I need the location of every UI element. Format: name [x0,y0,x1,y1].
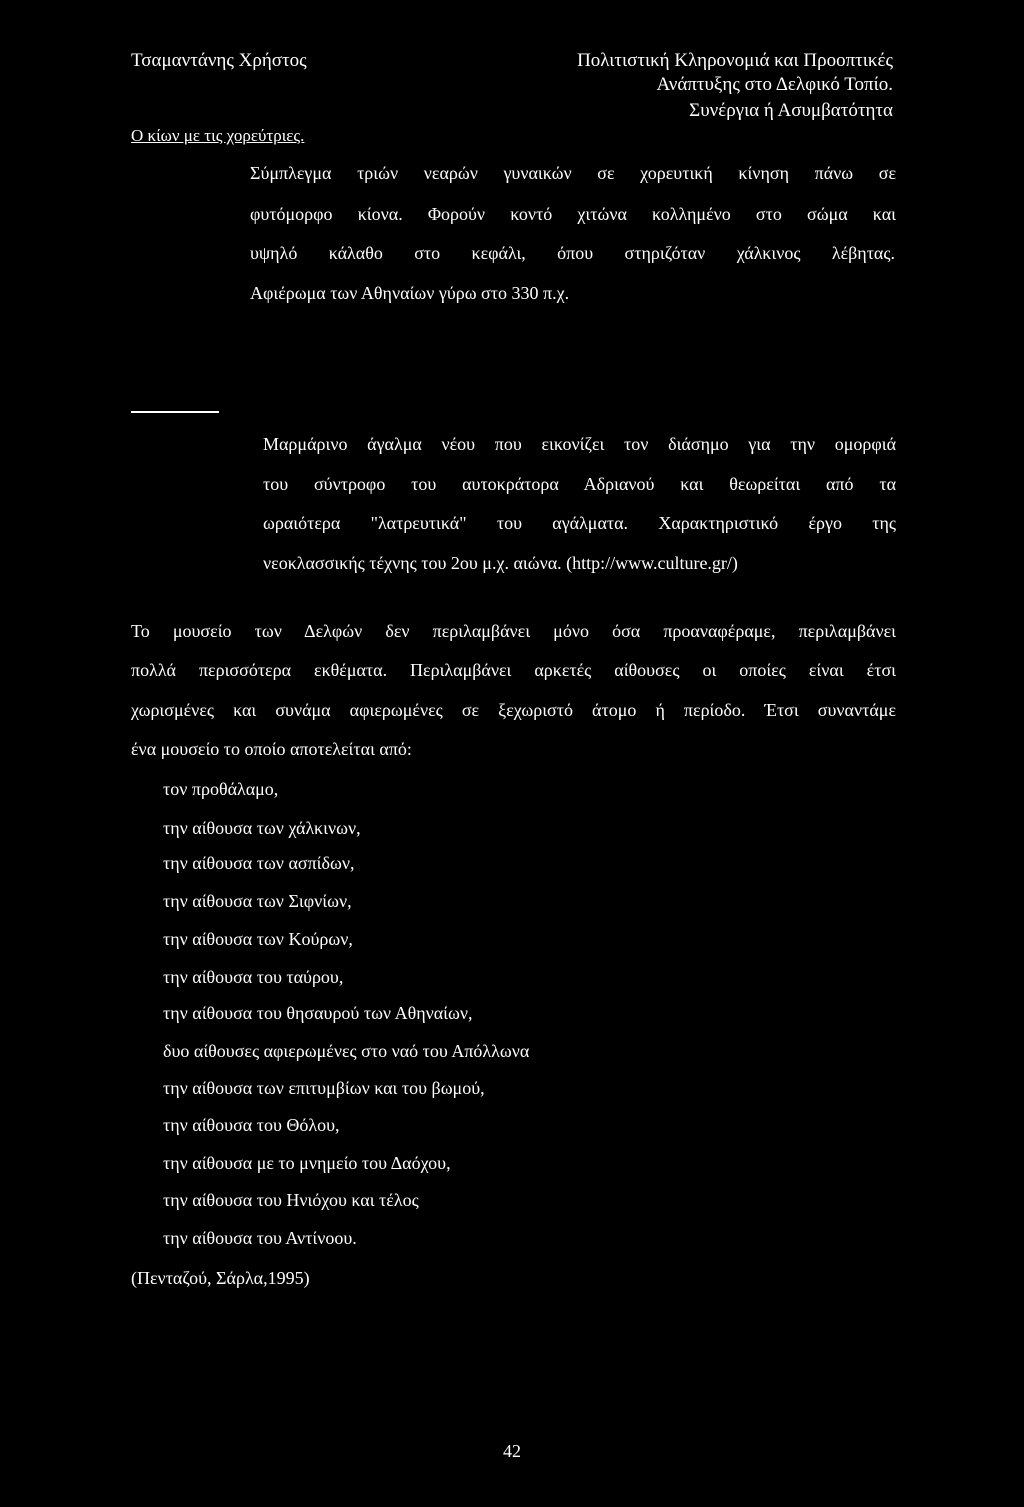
footnote-separator [131,411,219,413]
room-list-item: την αίθουσα του ταύρου, [163,967,344,987]
caption2-line: ωραιότερα "λατρευτικά" του αγάλματα. Χαρακτηριστικό έργο της [263,513,896,533]
room-list-item: την αίθουσα των χάλκινων, [163,818,361,838]
body-line: χωρισμένες και συνάμα αφιερωμένες σε ξεχωριστό άτομο ή περίοδο. Έτσι συναντάμε [131,700,896,720]
room-list-item: την αίθουσα των επιτυμβίων και του βωμού, [163,1078,485,1098]
room-list-item: την αίθουσα του Ηνιόχου και τέλος [163,1190,419,1210]
header-author: Τσαμαντάνης Χρήστος [131,50,307,71]
body-line: πολλά περισσότερα εκθέματα. Περιλαμβάνει αρκετές αίθουσες οι οποίες είναι έτσι [131,660,896,680]
page-number: 42 [503,1441,521,1461]
citation: (Πενταζού, Σάρλα,1995) [131,1268,310,1288]
body-line: ένα μουσείο το οποίο αποτελείται από: [131,739,412,759]
room-list-item: την αίθουσα με το μνημείο του Δαόχου, [163,1153,451,1173]
room-list-item: την αίθουσα των Κούρων, [163,929,353,949]
caption1-line: φυτόμορφο κίονα. Φορούν κοντό χιτώνα κολλημένο στο σώμα και [250,204,896,224]
header-title-line-2: Ανάπτυξης στο Δελφικό Τοπίο. [656,74,893,95]
caption-title: Ο κίων με τις χορεύτριες. [131,126,305,145]
room-list-item: την αίθουσα του θησαυρού των Αθηναίων, [163,1003,473,1023]
room-list-item: την αίθουσα των ασπίδων, [163,853,355,873]
room-list-item: την αίθουσα του Αντίνοου. [163,1228,357,1248]
body-line: Το μουσείο των Δελφών δεν περιλαμβάνει μόνο όσα προαναφέραμε, περιλαμβάνει [131,621,896,641]
room-list-item: την αίθουσα των Σιφνίων, [163,891,352,911]
caption1-line: Σύμπλεγμα τριών νεαρών γυναικών σε χορευτική κίνηση πάνω σε [250,163,896,183]
room-list-item: την αίθουσα του Θόλου, [163,1115,340,1135]
header-title-line-1: Πολιτιστική Κληρονομιά και Προοπτικές [577,50,893,71]
caption2-line: νεοκλασσικής τέχνης του 2ου μ.χ. αιώνα. (http://www.culture.gr/) [263,553,738,573]
caption1-line: υψηλό κάλαθο στο κεφάλι, όπου στηριζόταν χάλκινος λέβητας. [250,243,895,263]
room-list-item: δυο αίθουσες αφιερωμένες στο ναό του Απόλλωνα [163,1041,530,1061]
room-list-item: τον προθάλαμο, [163,779,279,799]
caption2-line: του σύντροφο του αυτοκράτορα Αδριανού και θεωρείται από τα [263,474,896,494]
caption2-line: Μαρμάρινο άγαλμα νέου που εικονίζει τον διάσημο για την ομορφιά [263,434,896,454]
header-title-line-3: Συνέργια ή Ασυμβατότητα [689,100,893,121]
caption1-line: Αφιέρωμα των Αθηναίων γύρω στο 330 π.χ. [250,283,570,303]
